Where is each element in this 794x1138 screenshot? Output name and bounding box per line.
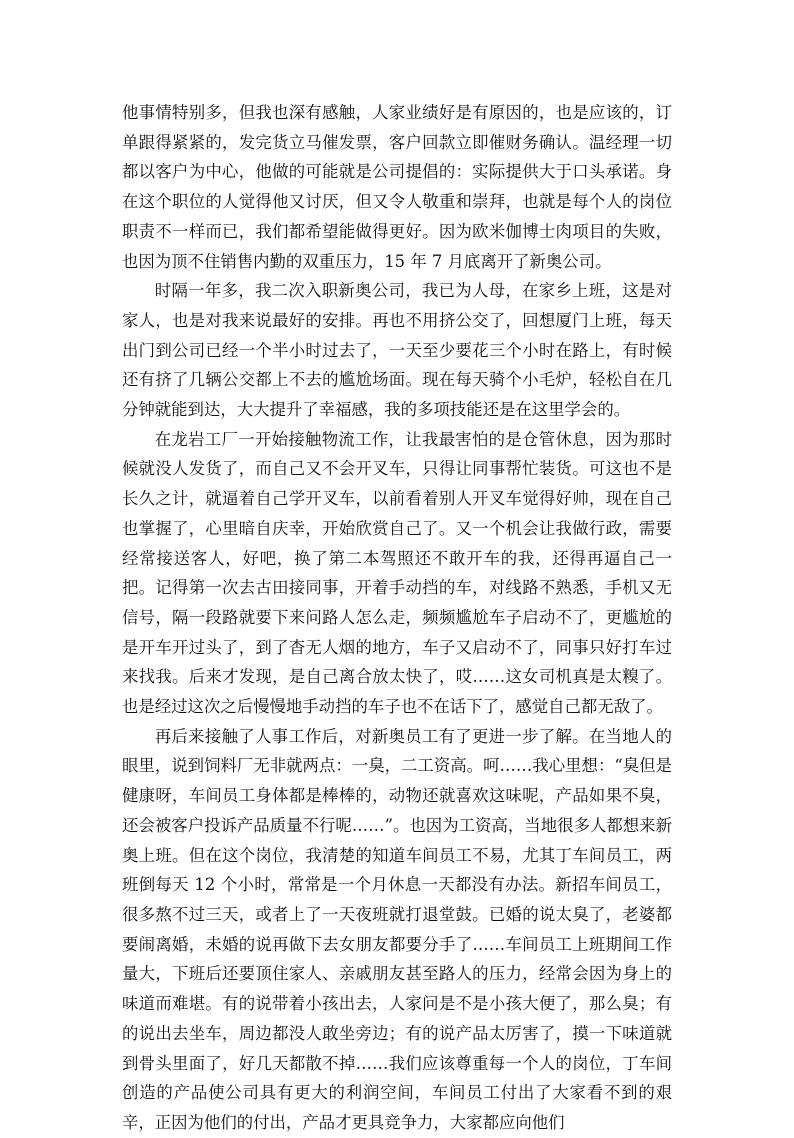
paragraph-1: 他事情特别多，但我也深有感触，人家业绩好是有原因的，也是应该的，订单跟得紧紧的，发完货立马催发票，客户回款立即催财务确认。温经理一切都以客户为中心，他做的可能就是公司提倡的：实际提供大于口头承诺。身在这个职位的人觉得他又讨厌，但又令人敬重和崇拜，也就是每个人的岗位职责不一样而已，我们都希望能做得更好。因为欧米伽博士肉项目的失败，也因为顶不住销售内勤的双重压力，15 年 7 月底离开了新奥公司。: [122, 103, 672, 271]
paragraph-2: 时隔一年多，我二次入职新奥公司，我已为人母，在家乡上班，这是对家人，也是对我来说最好的安排。再也不用挤公交了，回想厦门上班，每天出门到公司已经一个半小时过去了，一天至少要花三个小时在路上，有时候还有挤了几辆公交都上不去的尴尬场面。现在每天骑个小毛炉，轻松自在几分钟就能到达，大大提升了幸福感，我的多项技能还是在这里学会的。: [122, 281, 672, 420]
paragraph-4: 再后来接触了人事工作后，对新奥员工有了更进一步了解。在当地人的眼里，说到饲料厂无非就两点：一臭，二工资高。呵……我心里想：“臭但是健康呀，车间员工身体都是棒棒的，动物还就喜欢这味呢，产品如果不臭，还会被客户投诉产品质量不行呢……”。也因为工资高，当地很多人都想来新奥上班。但在这个岗位，我清楚的知道车间员工不易，尤其丁车间员工，两班倒每天 12 个小时，常常是一个月休息一天都没有办法。新招车间员工，很多熬不过三天，或者上了一天夜班就打退堂鼓。已婚的说太臭了，老婆都要闹离婚，未婚的说再做下去女朋友都要分手了……车间员工上班期间工作量大，下班后还要顶住家人、亲戚朋友甚至路人的压力，经常会因为身上的味道而难堪。有的说带着小孩出去，人家问是不是小孩大便了，那么臭；有的说出去坐车，周边都没人敢坐旁边；有的说产品太厉害了，摸一下味道就到骨头里面了，好几天都散不掉……我们应该尊重每一个人的岗位，丁车间创造的产品使公司具有更大的利润空间，车间员工付出了大家看不到的艰辛，正因为他们的付出，产品才更具竞争力，大家都应向他们: [122, 726, 672, 1132]
body-text: [122, 98, 672, 1138]
paragraph-3: 在龙岩工厂一开始接触物流工作，让我最害怕的是仓管休息，因为那时候就没人发货了，而自己又不会开叉车，只得让同事帮忙装货。可这也不是长久之计，就逼着自己学开叉车，以前看着别人开叉车觉得好帅，现在自己也掌握了，心里暗自庆幸，开始欣赏自己了。又一个机会让我做行政，需要经常接送客人，好吧，换了第二本驾照还不敢开车的我，还得再逼自己一把。记得第一次去古田接同事，开着手动挡的车，对线路不熟悉，手机又无信号，隔一段路就要下来问路人怎么走，频频尴尬车子启动不了，更尴尬的是开车开过头了，到了杳无人烟的地方，车子又启动不了，同事只好打车过来找我。后来才发现，是自己离合放太快了，哎……这女司机真是太糗了。也是经过这次之后慢慢地手动挡的车子也不在话下了，感觉自己都无敌了。: [122, 429, 672, 717]
